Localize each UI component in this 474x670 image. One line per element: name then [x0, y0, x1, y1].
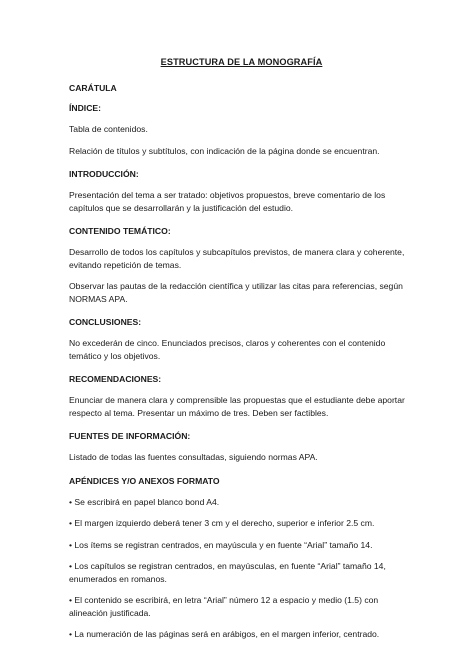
formato-bullet-1: • Se escribirá en papel blanco bond A4. [69, 496, 220, 507]
heading-conclusiones: CONCLUSIONES: [69, 317, 142, 327]
formato-bullet-4: • Los capítulos se registran centrados, en mayúsculas, en fuente “Arial” tamaño 14, enumerados en romanos. [69, 561, 386, 584]
heading-contenido-tematico: CONTENIDO TEMÁTICO: [69, 226, 171, 236]
conclusiones-paragraph: No excederán de cinco. Enunciados precisos, claros y coherentes con el contenido temático y los objetivos. [69, 338, 386, 361]
heading-caratula: CARÁTULA [69, 83, 117, 93]
introduccion-paragraph: Presentación del tema a ser tratado: objetivos propuestos, breve comentario de los capítulos que se desarrollarán y la justificación del estudio. [69, 190, 386, 213]
heading-apendices: APÉNDICES Y/O ANEXOS FORMATO [69, 475, 220, 486]
formato-bullet-3: • Los ítems se registran centrados, en mayúscula y en fuente “Arial” tamaño 14. [69, 539, 373, 550]
heading-indice: ÍNDICE: [69, 103, 101, 113]
contenido-paragraph-1: Desarrollo de todos los capítulos y subcapítulos previstos, de manera clara y coherente, evitando repetición de temas. [69, 247, 405, 270]
fuentes-paragraph: Listado de todas las fuentes consultadas, siguiendo normas APA. [69, 452, 318, 462]
formato-bullet-6: • La numeración de las páginas será en arábigos, en el margen inferior, centrado. [69, 629, 380, 639]
formato-bullet-5: • El contenido se escribirá, en letra “Arial” número 12 a espacio y medio (1.5) con alineación justificada. [69, 595, 379, 618]
indice-paragraph-1: Tabla de contenidos. [69, 124, 148, 134]
recomendaciones-paragraph: Enunciar de manera clara y comprensible las propuestas que el estudiante debe aportar respecto al tema. Presentar un máximo de tres. Deben ser factibles. [69, 395, 405, 418]
formato-bullet-2: • El margen izquierdo deberá tener 3 cm y el derecho, superior e inferior 2.5 cm. [69, 518, 375, 528]
contenido-paragraph-2: Observar las pautas de la redacción científica y utilizar las citas para referencias, según NORMAS APA. [69, 281, 403, 304]
document-title: ESTRUCTURA DE LA MONOGRAFÍA [160, 57, 323, 67]
heading-introduccion: INTRODUCCIÓN: [69, 169, 139, 179]
heading-fuentes: FUENTES DE INFORMACIÓN: [69, 431, 191, 441]
indice-paragraph-2: Relación de títulos y subtítulos, con indicación de la página donde se encuentran. [69, 145, 380, 156]
heading-recomendaciones: RECOMENDACIONES: [69, 374, 162, 384]
